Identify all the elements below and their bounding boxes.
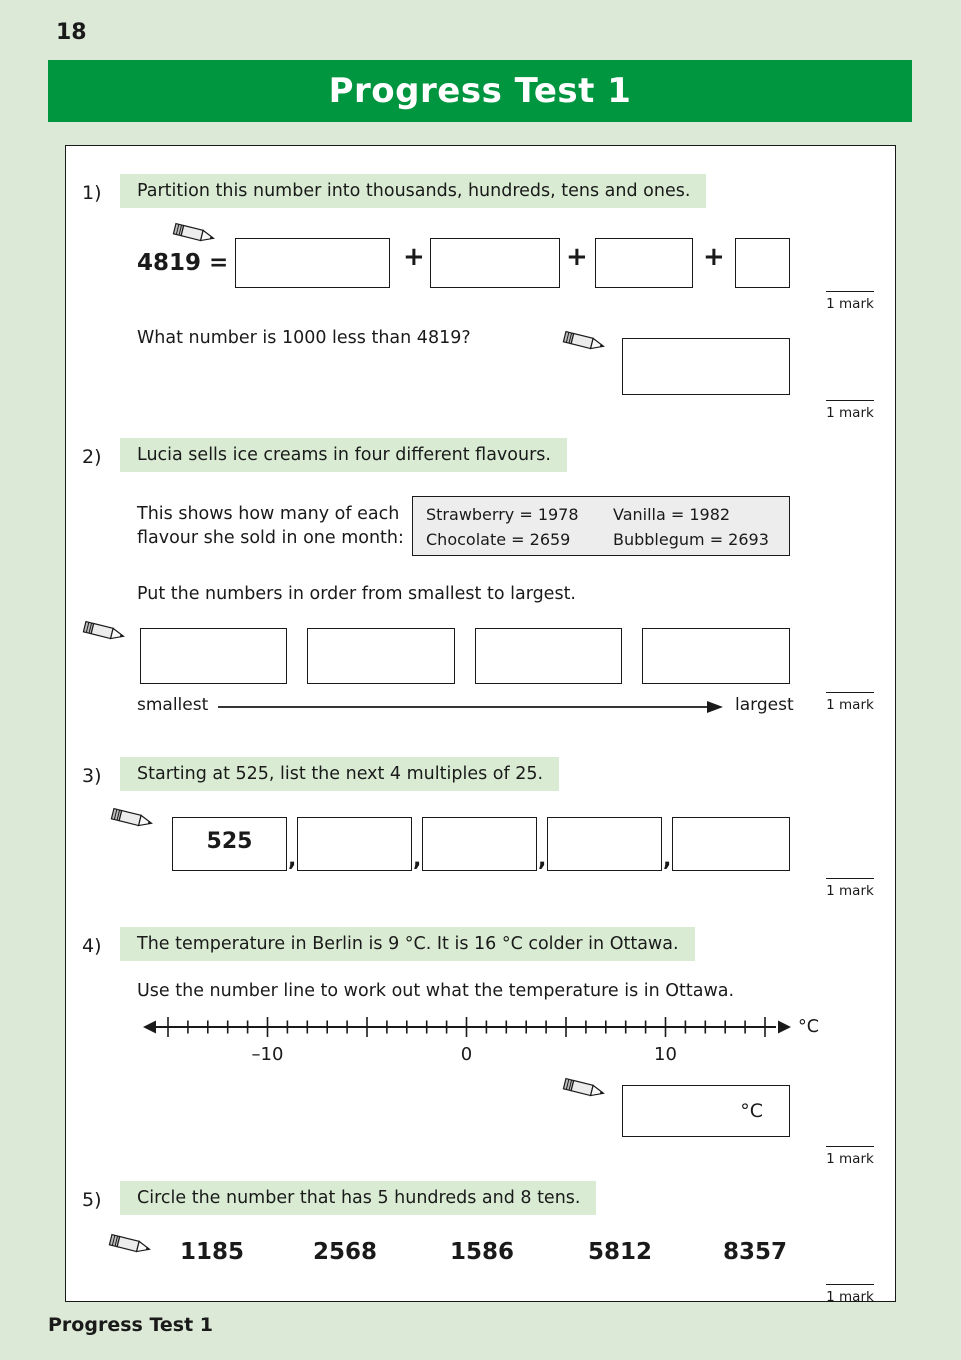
question-1 <box>0 170 961 432</box>
title-banner <box>48 60 912 122</box>
plus-sign: + <box>403 242 425 272</box>
number-option[interactable]: 2568 <box>313 1239 378 1265</box>
answer-box-2[interactable] <box>422 817 537 871</box>
equation-lhs: 4819 = <box>137 250 229 276</box>
largest-label: largest <box>735 695 794 715</box>
answer-box-ones[interactable] <box>735 238 790 288</box>
mark-label: 1 mark <box>826 1284 874 1305</box>
mark-label: 1 mark <box>826 878 874 899</box>
flavour-vanilla: Vanilla = 1982 <box>613 505 731 524</box>
question-number: 2) <box>82 446 102 468</box>
question-prompt: Circle the number that has 5 hundreds and 8 tens. <box>120 1181 596 1215</box>
footer-title: Progress Test 1 <box>48 1314 213 1336</box>
flavour-strawberry: Strawberry = 1978 <box>426 505 579 524</box>
answer-box-2[interactable] <box>307 628 455 684</box>
smallest-label: smallest <box>137 695 209 715</box>
info-text-line1: This shows how many of each <box>137 504 400 524</box>
pencil-icon <box>108 1231 154 1259</box>
svg-text:0: 0 <box>460 1044 473 1063</box>
answer-box-tens[interactable] <box>595 238 693 288</box>
pencil-icon <box>562 328 608 356</box>
question-number: 1) <box>82 182 102 204</box>
svg-text:–10: –10 <box>251 1044 284 1063</box>
question-prompt: What number is 1000 less than 4819? <box>137 328 471 348</box>
pencil-icon <box>82 618 128 646</box>
question-4 <box>0 927 961 1172</box>
mark-label: 1 mark <box>826 400 874 421</box>
question-prompt: The temperature in Berlin is 9 °C. It is 16 °C colder in Ottawa. <box>120 927 695 961</box>
question-prompt: Lucia sells ice creams in four different flavours. <box>120 438 567 472</box>
pencil-icon <box>562 1075 608 1103</box>
answer-box-thousands[interactable] <box>235 238 390 288</box>
number-option[interactable]: 8357 <box>723 1239 788 1265</box>
plus-sign: + <box>566 242 588 272</box>
answer-box-1[interactable] <box>140 628 287 684</box>
answer-box[interactable] <box>622 338 790 395</box>
mark-label: 1 mark <box>826 1146 874 1167</box>
flavour-bubblegum: Bubblegum = 2693 <box>613 530 769 549</box>
answer-box[interactable] <box>622 1085 790 1137</box>
question-number: 5) <box>82 1189 102 1211</box>
page-title: Progress Test 1 <box>328 71 632 111</box>
order-arrow <box>218 700 723 714</box>
answer-unit-label: °C <box>740 1100 763 1122</box>
temperature-number-line <box>142 1011 792 1063</box>
svg-text:10: 10 <box>654 1044 677 1063</box>
question-3 <box>0 757 961 907</box>
question-2 <box>0 438 961 738</box>
mark-label: 1 mark <box>826 692 874 713</box>
page-number: 18 <box>56 20 87 45</box>
separator-comma: , <box>663 847 672 872</box>
separator-comma: , <box>413 847 422 872</box>
answer-box-4[interactable] <box>642 628 790 684</box>
mark-label: 1 mark <box>826 291 874 312</box>
answer-box-1[interactable] <box>297 817 412 871</box>
answer-box-4[interactable] <box>672 817 790 871</box>
answer-box-hundreds[interactable] <box>430 238 560 288</box>
start-value: 525 <box>206 829 253 854</box>
question-prompt: Starting at 525, list the next 4 multiples of 25. <box>120 757 559 791</box>
question-5 <box>0 1181 961 1306</box>
info-text-line2: flavour she sold in one month: <box>137 528 404 548</box>
numberline-unit: °C <box>798 1017 819 1037</box>
flavour-data-box <box>412 496 790 556</box>
order-prompt: Put the numbers in order from smallest to largest. <box>137 584 576 604</box>
separator-comma: , <box>538 847 547 872</box>
answer-box-3[interactable] <box>475 628 622 684</box>
answer-box-3[interactable] <box>547 817 662 871</box>
question-prompt: Partition this number into thousands, hundreds, tens and ones. <box>120 174 706 208</box>
plus-sign: + <box>703 242 725 272</box>
question-number: 3) <box>82 765 102 787</box>
question-number: 4) <box>82 935 102 957</box>
pencil-icon <box>172 220 218 248</box>
pencil-icon <box>110 805 156 833</box>
instruction-text: Use the number line to work out what the temperature is in Ottawa. <box>137 981 735 1001</box>
flavour-chocolate: Chocolate = 2659 <box>426 530 571 549</box>
number-option[interactable]: 1185 <box>180 1239 245 1265</box>
number-option[interactable]: 1586 <box>450 1239 515 1265</box>
number-option[interactable]: 5812 <box>588 1239 653 1265</box>
separator-comma: , <box>288 847 297 872</box>
